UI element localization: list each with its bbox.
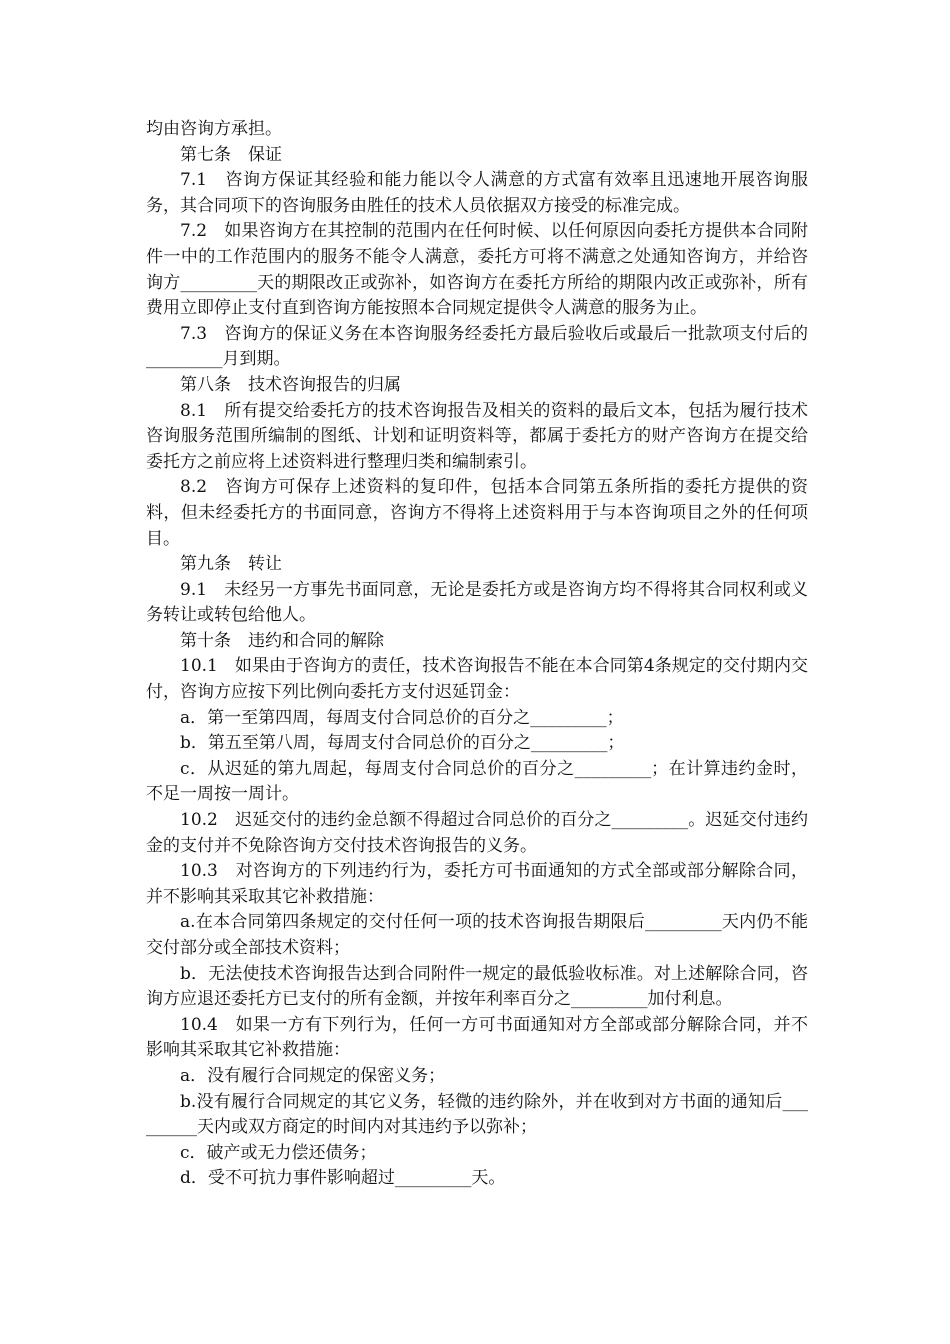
clause-10-4-a: a．没有履行合同规定的保密义务；	[180, 1065, 446, 1086]
clause-10-3-b: b．无法使技术咨询报告达到合同附件一规定的最低验收标准。对上述解除合同，咨询方应退还委托方已支付的所有金额，并按年利率百分之_________加付利息。	[146, 963, 808, 1010]
clause-10-1-a: a．第一至第四周，每周支付合同总价的百分之_________；	[180, 707, 624, 728]
clause-8-2: 8.2 咨询方可保存上述资料的复印件，包括本合同第五条所指的委托方提供的资料，但未经委托方的书面同意，咨询方不得将上述资料用于与本咨询项目之外的任何项目。	[146, 477, 808, 549]
clause-7-2: 7.2 如果咨询方在其控制的范围内在任何时候、以任何原因向委托方提供本合同附件一中的工作范围内的服务不能令人满意，委托方可将不满意之处通知咨询方，并给咨询方_________天的期限改正或弥补，如咨询方在委托方所给的期限内改正或弥补，所有费用立即停止支付直到咨询方能按照本合同规定提供令人满意的服务为止。	[146, 221, 808, 319]
article-9-heading: 第九条 转让	[180, 554, 282, 575]
clause-7-3: 7.3 咨询方的保证义务在本咨询服务经委托方最后验收后或最后一批款项支付后的_________月到期。	[146, 323, 808, 370]
clause-8-1: 8.1 所有提交给委托方的技术咨询报告及相关的资料的最后文本，包括为履行技术咨询服务范围所编制的图纸、计划和证明资料等，都属于委托方的财产咨询方在提交给委托方之前应将上述资料进行整理归类和编制索引。	[146, 400, 808, 472]
paragraph-continuation: 均由咨询方承担。	[146, 119, 282, 139]
article-10-heading: 第十条 违约和合同的解除	[180, 630, 384, 651]
clause-10-1-b: b．第五至第八周，每周支付合同总价的百分之_________；	[180, 733, 625, 754]
article-7-heading: 第七条 保证	[180, 144, 282, 165]
clause-10-2: 10.2 迟延交付的违约金总额不得超过合同总价的百分之_________。迟延交付违约金的支付并不免除咨询方交付技术咨询报告的义务。	[146, 810, 808, 856]
clause-10-3: 10.3 对咨询方的下列违约行为，委托方可书面通知的方式全部或部分解除合同，并不影响其采取其它补救措施：	[146, 861, 808, 907]
clause-10-3-a: a.在本合同第四条规定的交付任何一项的技术咨询报告期限后_________天内仍不能交付部分或全部技术资料；	[146, 912, 808, 958]
clause-10-4-c: c．破产或无力偿还债务；	[180, 1142, 377, 1163]
clause-10-1-c: c．从迟延的第九周起，每周支付合同总价的百分之_________；在计算违约金时，不足一周按一周计。	[146, 758, 808, 805]
clause-9-1: 9.1 未经另一方事先书面同意，无论是委托方或是咨询方均不得将其合同权利或义务转让或转包给他人。	[146, 579, 808, 626]
clause-7-1: 7.1 咨询方保证其经验和能力能以令人满意的方式富有效率且迅速地开展咨询服务，其合同项下的咨询服务由胜任的技术人员依据双方接受的标准完成。	[146, 170, 808, 216]
article-8-heading: 第八条 技术咨询报告的归属	[180, 374, 401, 395]
document-page	[146, 117, 808, 1192]
clause-10-4-d: d．受不可抗力事件影响超过_________天。	[180, 1168, 506, 1189]
clause-10-4-b: b.没有履行合同规定的其它义务，轻微的违约除外，并在收到对方书面的通知后_________天内或双方商定的时间内对其违约予以弥补；	[146, 1091, 808, 1138]
clause-10-4: 10.4 如果一方有下列行为，任何一方可书面通知对方全部或部分解除合同，并不影响其采取其它补救措施：	[146, 1014, 808, 1061]
clause-10-1: 10.1 如果由于咨询方的责任，技术咨询报告不能在本合同第4条规定的交付期内交付，咨询方应按下列比例向委托方支付迟延罚金：	[146, 656, 808, 703]
